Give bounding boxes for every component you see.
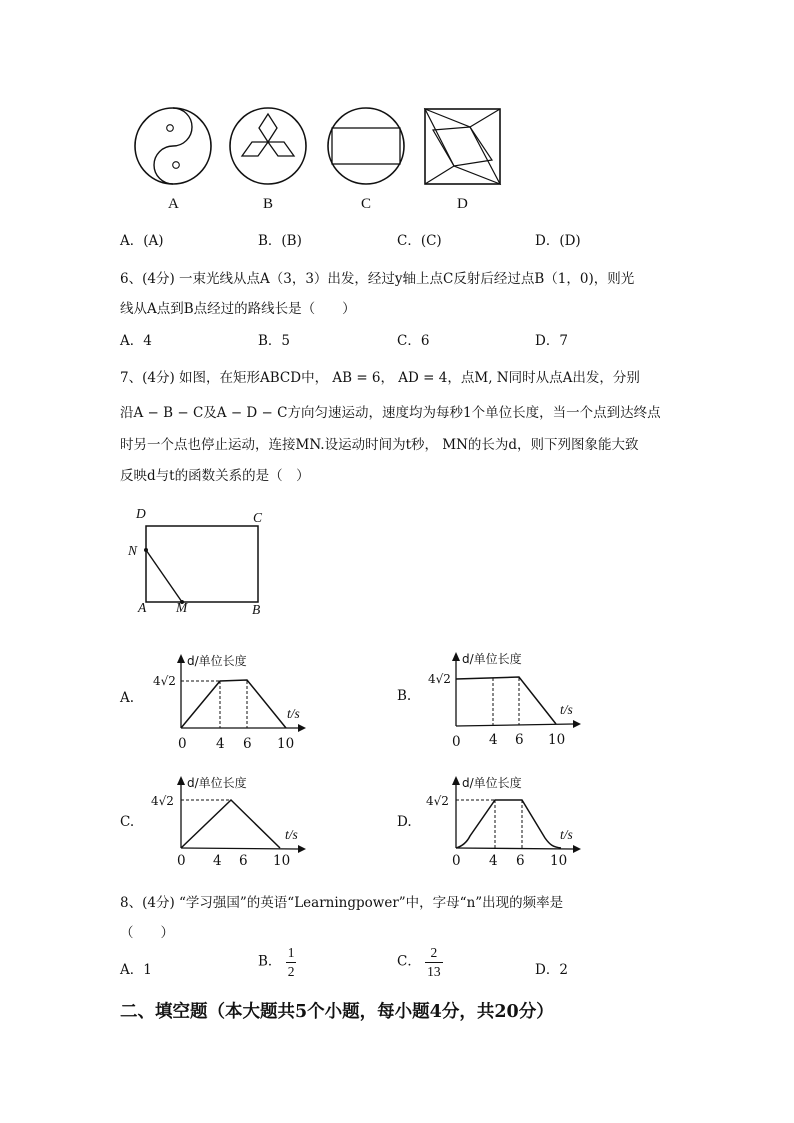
graph-b-xtick-0: 0 [452, 734, 461, 750]
q6-text-line2: 线从A点到B点经过的路线长是（ ） [120, 301, 356, 317]
graph-a-xtick-10: 10 [277, 736, 295, 752]
graph-c[interactable] [140, 772, 320, 877]
graph-option-label-a[interactable]: A. [120, 690, 135, 706]
q5-option-c[interactable]: C．(C) [397, 233, 442, 249]
q6-option-a[interactable]: A．4 [120, 333, 152, 349]
q8-option-b-fraction [286, 944, 297, 980]
q7-text-line3: 时另一个点也停止运动，连接MN.设运动时间为t秒， MN的长为d，则下列图象能大致 [120, 437, 639, 453]
graph-option-label-d[interactable]: D. [397, 814, 412, 830]
q6-option-d[interactable]: D．7 [535, 333, 568, 349]
graph-c-xtick-10: 10 [273, 853, 291, 869]
q8-text-line2: （ ） [120, 925, 174, 941]
q8-text-line1: 8、(4分) “学习强国”的英语“Learningpower”中，字母“n”出现的频率是 [120, 895, 564, 911]
graph-c-xtick-6: 6 [239, 853, 248, 869]
graph-b-xtick-6: 6 [515, 732, 524, 748]
segment-mn [146, 550, 182, 602]
q5-option-d[interactable]: D．(D) [535, 233, 581, 249]
figure-label-d: D [457, 196, 468, 212]
graph-c-ylabel: d/单位长度 [187, 776, 247, 790]
q7-text-line1: 7、(4分) 如图，在矩形ABCD中， AB = 6， AD = 4，点M, N同时从点A出发，分别 [120, 370, 640, 386]
q8-option-b-numerator: 1 [286, 944, 297, 963]
figure-d-nested-squares [425, 109, 500, 184]
q7-text-line2: 沿A − B − C及A − D − C方向匀速运动，速度均为每秒1个单位长度，当一个点到达终点 [120, 405, 661, 421]
rect-label-d: D [136, 506, 146, 521]
point-n [144, 548, 148, 552]
graph-a-xlabel: t/s [287, 706, 300, 721]
graph-a[interactable] [140, 650, 320, 755]
q5-option-a[interactable]: A．(A) [120, 233, 164, 249]
graph-d[interactable] [415, 772, 595, 877]
rect-label-a: A [138, 600, 147, 615]
rectangle-abcd [146, 526, 258, 602]
graph-b-ylabel: d/单位长度 [462, 652, 522, 666]
q8-option-c-prefix: C． [397, 953, 421, 970]
figure-label-b: B [263, 196, 274, 212]
rect-label-c: C [253, 510, 263, 525]
graph-d-xlabel: t/s [560, 827, 573, 842]
graph-d-ytick: 4√2 [426, 794, 449, 808]
graph-b[interactable] [415, 648, 595, 753]
graph-option-label-b[interactable]: B. [397, 688, 412, 704]
graph-d-ylabel: d/单位长度 [462, 776, 522, 790]
rect-label-n: N [128, 543, 138, 558]
graph-a-ytick: 4√2 [153, 674, 176, 688]
section-2-heading: 二、填空题（本大题共5个小题，每小题4分，共20分） [120, 1002, 554, 1022]
q8-option-b[interactable] [258, 944, 296, 980]
graph-b-xtick-4: 4 [489, 732, 498, 748]
rect-label-m: M [176, 600, 188, 615]
q8-option-c[interactable] [397, 944, 443, 980]
q8-option-c-denominator: 13 [427, 963, 441, 979]
q8-option-c-numerator: 2 [425, 944, 443, 963]
graph-c-ytick: 4√2 [151, 794, 174, 808]
q6-option-b[interactable]: B．5 [258, 333, 291, 349]
q6-text-line1: 6、(4分) 一束光线从点A（3，3）出发，经过y轴上点C反射后经过点B（1，0)，则光 [120, 271, 635, 287]
q8-option-c-fraction [425, 944, 443, 980]
graph-a-xtick-4: 4 [216, 736, 225, 752]
graph-d-xtick-4: 4 [489, 853, 498, 869]
figure-b-rhombi [230, 108, 306, 184]
rect-label-b: B [252, 602, 261, 617]
graph-a-xtick-6: 6 [243, 736, 252, 752]
q8-option-a[interactable]: A．1 [120, 962, 152, 978]
q6-option-c[interactable]: C．6 [397, 333, 430, 349]
figure-label-a: A [168, 196, 179, 212]
graph-b-ytick: 4√2 [428, 672, 451, 686]
graph-a-ylabel: d/单位长度 [187, 654, 247, 668]
graph-c-xtick-4: 4 [213, 853, 222, 869]
figure-label-c: C [361, 196, 372, 212]
figure-c-rectangle-in-circle [328, 108, 404, 184]
graph-d-xtick-6: 6 [516, 853, 525, 869]
q8-option-d[interactable]: D．2 [535, 962, 568, 978]
q8-option-b-denominator: 2 [287, 963, 295, 979]
q5-option-b[interactable]: B．(B) [258, 233, 302, 249]
graph-b-xtick-10: 10 [548, 732, 566, 748]
figure-a-yin-yang [135, 108, 211, 184]
q8-option-b-prefix: B． [258, 953, 282, 970]
graph-d-xtick-0: 0 [452, 853, 461, 869]
graph-a-xtick-0: 0 [178, 736, 187, 752]
graph-c-xlabel: t/s [285, 827, 298, 842]
q7-text-line4: 反映d与t的函数关系的是（ ） [120, 468, 310, 484]
graph-d-xtick-10: 10 [550, 853, 568, 869]
graph-b-xlabel: t/s [560, 702, 573, 717]
graph-c-xtick-0: 0 [177, 853, 186, 869]
graph-option-label-c[interactable]: C. [120, 814, 135, 830]
